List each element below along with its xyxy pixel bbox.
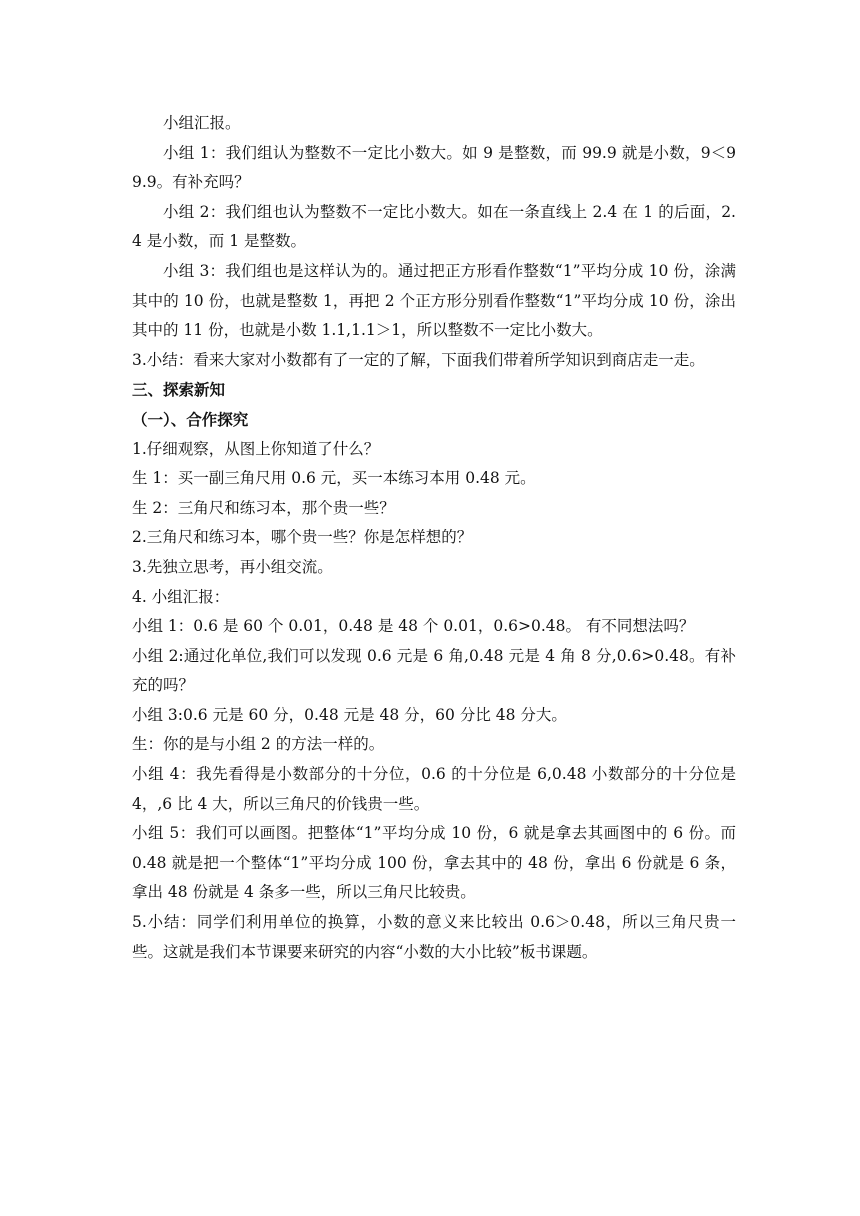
paragraph-group-3-opinion: 小组 3：我们组也是这样认为的。通过把正方形看作整数“1”平均分成 10 份，涂满其中的 10 份，也就是整数 1，再把 2 个正方形分别看作整数“1”平均分成 10 份，涂出其中的 11 份，也就是小数 1.1,1.1＞1，所以整数不一定比小数大。 — [132, 261, 736, 340]
paragraph-group-report-intro: 小组汇报。 — [163, 114, 241, 132]
document-body — [132, 109, 736, 967]
paragraph-group-3-report: 小组 3:0.6 元是 60 分，0.48 元是 48 分，60 分比 48 分大。 — [132, 705, 567, 724]
paragraph-group-4-report: 小组 4：我先看得是小数部分的十分位，0.6 的十分位是 6,0.48 小数部分的十分位是 4，,6 比 4 大，所以三角尺的价钱贵一些。 — [132, 765, 736, 813]
paragraph-student-1: 生 1：买一副三角尺用 0.6 元，买一本练习本用 0.48 元。 — [132, 469, 536, 488]
paragraph-group-1-opinion: 小组 1：我们组认为整数不一定比小数大。如 9 是整数，而 99.9 就是小数，9＜99.9。有补充吗？ — [132, 143, 736, 192]
paragraph-summary-1: 3.小结：看来大家对小数都有了一定的了解，下面我们带着所学知识到商店走一走。 — [132, 350, 705, 369]
paragraph-group-1-report: 小组 1：0.6 是 60 个 0.01，0.48 是 48 个 0.01，0.6>0.48。 有不同想法吗？ — [132, 617, 695, 636]
paragraph-question-which: 2.三角尺和练习本，哪个贵一些？你是怎样想的？ — [132, 528, 473, 547]
paragraph-summary-2: 5.小结：同学们利用单位的换算，小数的意义来比较出 0.6＞0.48，所以三角尺贵一些。这就是我们本节课要来研究的内容“小数的大小比较”板书课题。 — [132, 913, 736, 961]
paragraph-group-2-report: 小组 2:通过化单位,我们可以发现 0.6 元是 6 角,0.48 元是 4 角 8 分,0.6>0.48。有补充的吗？ — [132, 646, 736, 695]
section-heading-explore: 三、探索新知 — [132, 380, 226, 400]
paragraph-student-comment: 生：你的是与小组 2 的方法一样的。 — [132, 735, 385, 754]
paragraph-student-2: 生 2：三角尺和练习本，那个贵一些？ — [132, 498, 395, 517]
paragraph-think-independently: 3.先独立思考，再小组交流。 — [132, 557, 333, 576]
paragraph-group-5-report: 小组 5：我们可以画图。把整体“1”平均分成 10 份，6 就是拿去其画图中的 6 份。而 0.48 就是把一个整体“1”平均分成 100 份，拿去其中的 48 份，拿出 6 份就是 6 条，拿出 48 份就是 4 条多一些，所以三角尺比较贵。 — [132, 824, 736, 902]
paragraph-group-2-opinion: 小组 2：我们组也认为整数不一定比小数大。如在一条直线上 2.4 在 1 的后面，2.4 是小数，而 1 是整数。 — [132, 202, 736, 251]
subsection-heading-cooperate: （一）、合作探究 — [132, 409, 249, 429]
paragraph-group-report-heading: 4. 小组汇报： — [132, 587, 230, 606]
paragraph-observe: 1.仔细观察，从图上你知道了什么？ — [132, 439, 380, 458]
